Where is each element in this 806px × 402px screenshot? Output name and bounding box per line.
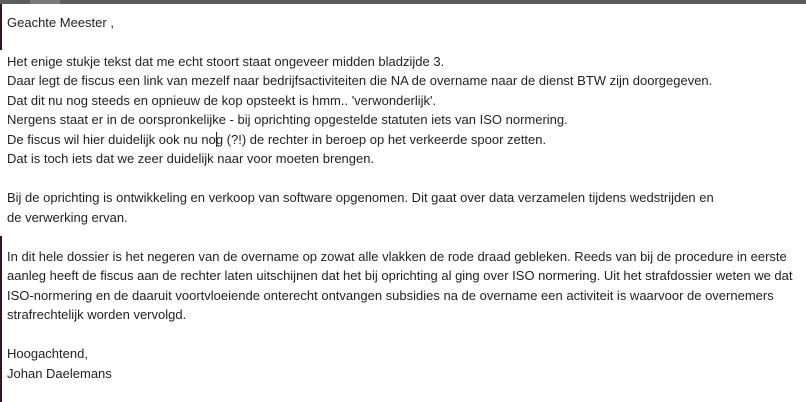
closing-line: Hoogachtend,: [7, 346, 88, 361]
paragraph3-line1: In dit hele dossier is het negeren van de overname op zowat alle vlakken de rode draad gebleken. Reeds van bij de procedure in eerste: [7, 249, 787, 264]
line5-text-before-caret: De fiscus wil hier duidelijk ook nu no: [7, 132, 216, 147]
line5-text-after-caret: g (?!) de rechter in beroep op het verkeerde spoor zetten.: [215, 132, 547, 147]
paragraph3-line4: strafrechtelijk worden vervolgd.: [7, 307, 187, 322]
paragraph3-line3: ISO-normering en de daaruit voortvloeiende onterecht ontvangen subsidies na de overname een activiteit is waarvoor de overnemers: [7, 288, 774, 303]
paragraph1-line2: Daar legt de fiscus een link van mezelf naar bedrijfsactiviteiten die NA de overname naar de dienst BTW zijn doorgegeven.: [7, 73, 713, 88]
salutation-line: Geachte Meester ,: [7, 15, 114, 30]
paragraph3-line2: aanleg heeft de fiscus aan de rechter laten uitschijnen dat het bij oprichting al ging over ISO normering. Uit het strafdossier weten we dat: [7, 268, 793, 283]
paragraph1-line1: Het enige stukje tekst dat me echt stoort staat ongeveer midden bladzijde 3.: [7, 54, 445, 69]
paragraph1-line6: Dat is toch iets dat we zeer duidelijk naar voor moeten brengen.: [7, 151, 375, 166]
paragraph1-line5: [7, 130, 546, 149]
signature-name: Johan Daelemans: [7, 366, 112, 381]
paragraph2-line2: de verwerking ervan.: [7, 210, 128, 225]
message-body-editor[interactable]: [0, 4, 806, 402]
paragraph1-line3: Dat dit nu nog steeds en opnieuw de kop opsteekt is hmm.. 'verwonderlijk'.: [7, 93, 437, 108]
paragraph1-line4: Nergens staat er in de oorspronkelijke - bij oprichting opgestelde statuten iets van ISO normering.: [7, 112, 568, 127]
paragraph2-line1: Bij de oprichting is ontwikkeling en verkoop van software opgenomen. Dit gaat over data verzamelen tijdens wedstrijden en: [7, 190, 714, 205]
